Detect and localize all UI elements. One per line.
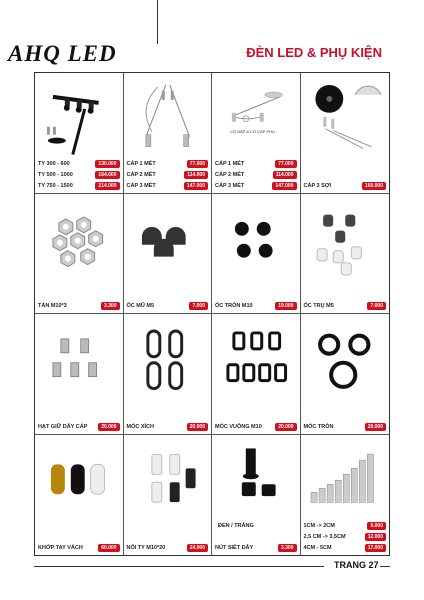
chain-link-icon [128,318,208,408]
product-name: TY 750 - 1500 [38,182,73,189]
product-name: KHỚP TAY VÁCH [38,545,83,551]
footer-divider [34,566,324,567]
price-badge: 17.000 [365,544,386,552]
product-labels [304,421,387,432]
price-badge: 60.000 [98,544,119,552]
product-name: TY 500 - 1000 [38,171,73,178]
product-name: NÚT SIẾT DÂY [215,545,254,551]
price-row [38,422,120,432]
price-row [215,170,297,180]
price-row [38,181,120,191]
product-card-cylinder-nut[interactable] [301,194,390,315]
product-name: ỐC MŨ M5 [126,303,154,309]
price-badge: 19.000 [275,302,296,310]
price-badge: 5.000 [367,522,386,530]
product-name: MÓC XÍCH [126,423,154,430]
cylinder-nut-icon [305,198,386,288]
price-badge: 20.000 [98,423,119,431]
price-row [127,422,209,432]
product-name: ỐC TRÒN M10 [215,303,253,309]
product-name: CÁP 3 MÉT [215,182,245,189]
product-labels [304,520,387,553]
price-badge: 7.000 [367,302,386,310]
price-row [304,181,387,191]
round-hook-icon [305,318,386,408]
product-labels [304,180,387,191]
price-row [304,521,387,531]
product-name: 2,5 CM -> 3,5CM [303,534,346,540]
price-badge: 114.000 [273,171,297,179]
product-name: 4CM - 5CM [303,545,332,551]
product-labels [215,300,297,311]
product-labels [127,542,209,553]
hanging-cable-cap-icon [216,77,296,167]
price-row [127,301,209,311]
product-labels [304,300,387,311]
three-wire-canopy-icon [305,77,386,167]
price-row [38,159,120,169]
product-name: CÁP 1 MÉT [215,160,245,167]
product-card-cable-kit[interactable] [124,73,213,194]
price-badge: 160.000 [362,182,386,190]
price-badge: 164.000 [95,171,119,179]
price-badge: 20.000 [365,423,386,431]
price-badge: 7.000 [189,302,208,310]
price-row [304,532,387,542]
product-card-rod-coupler[interactable] [124,435,213,556]
price-row [304,422,387,432]
product-name: MÓC TRÒN [303,423,334,430]
product-labels [38,300,120,311]
product-name: NỐI TY M10*20 [126,545,166,551]
product-card-square-hook[interactable] [212,314,301,435]
product-card-chain-link[interactable] [124,314,213,435]
product-card-track-set[interactable] [35,73,124,194]
product-name: MÓC VUÔNG M10 [215,423,262,430]
price-badge: 114.000 [184,171,208,179]
product-name: CÁP 3 MÉT [126,182,156,189]
product-labels [127,421,209,432]
product-name: CÁP 2 MÉT [126,171,156,178]
product-card-three-wire[interactable] [301,73,390,194]
product-card-threaded-tube[interactable] [301,435,390,556]
page-number: TRANG 27 [334,560,379,570]
cable-gland-icon [39,318,119,408]
product-card-cap-nut[interactable] [124,194,213,315]
product-name: ỐC TRỤ M5 [303,303,334,309]
price-row [215,159,297,169]
price-row [215,543,297,553]
product-labels [215,421,297,432]
product-card-cable-clamp[interactable] [212,435,301,556]
price-badge: 214.000 [95,182,119,190]
product-name: CÁP 3 SỢI [303,182,332,189]
hex-nut-pile-icon [39,198,119,288]
product-labels [38,542,120,553]
product-labels [215,158,297,191]
price-row [38,543,120,553]
product-labels [127,300,209,311]
wall-joint-icon [39,439,119,530]
product-labels [215,542,297,553]
square-hook-icon [216,318,296,408]
product-note: CÓ NẮP & CÓ CÁP PHỤ [230,129,275,134]
price-row [127,181,209,191]
product-name: CÁP 1 MÉT [126,160,156,167]
product-card-round-nut[interactable] [212,194,301,315]
header-divider [157,0,158,44]
price-badge: 77.000 [275,160,296,168]
product-labels [38,421,120,432]
product-name: TÁN M10*3 [38,303,67,309]
price-badge: 77.000 [187,160,208,168]
product-card-round-hook[interactable] [301,314,390,435]
price-badge: 130.000 [95,160,119,168]
threaded-tube-icon [305,439,386,516]
round-nut-icon [216,198,296,288]
price-badge: 147.000 [184,182,208,190]
hanging-cable-kit-icon [128,77,208,167]
price-badge: 3.300 [278,544,297,552]
price-row [38,170,120,180]
product-card-cable-gland[interactable] [35,314,124,435]
price-badge: 20.000 [187,423,208,431]
product-grid [34,72,390,556]
price-badge: 147.000 [272,182,296,190]
price-row [127,170,209,180]
product-name: 1CM -> 2CM [303,523,335,529]
cap-nut-icon [128,198,208,288]
product-subtitle: ĐEN / TRẮNG [218,522,254,529]
price-row [127,159,209,169]
price-row [127,543,209,553]
product-card-hex-nut[interactable] [35,194,124,315]
product-card-wall-joint[interactable] [35,435,124,556]
category-title: ĐÈN LED & PHỤ KIỆN [246,45,382,60]
price-row [304,543,387,553]
product-name: HẠT GIỮ DÂY CÁP [38,423,88,430]
product-name: TY 300 - 600 [38,160,70,167]
price-row [215,181,297,191]
price-badge: 3.300 [101,302,120,310]
price-badge: 12.000 [365,533,386,541]
track-light-set-icon [39,77,119,167]
footer-divider-right [380,566,390,567]
product-labels [38,158,120,191]
price-row [215,422,297,432]
price-badge: 24.000 [187,544,208,552]
cable-clamp-icon [216,439,296,516]
product-name: CÁP 2 MÉT [215,171,245,178]
price-badge: 20.000 [275,423,296,431]
brand-logo: AHQ LED [8,41,117,66]
price-row [304,301,387,311]
rod-coupler-icon [128,439,208,530]
product-labels [127,158,209,191]
product-card-cable-cap-kit[interactable] [212,73,301,194]
price-row [38,301,120,311]
price-row [215,301,297,311]
